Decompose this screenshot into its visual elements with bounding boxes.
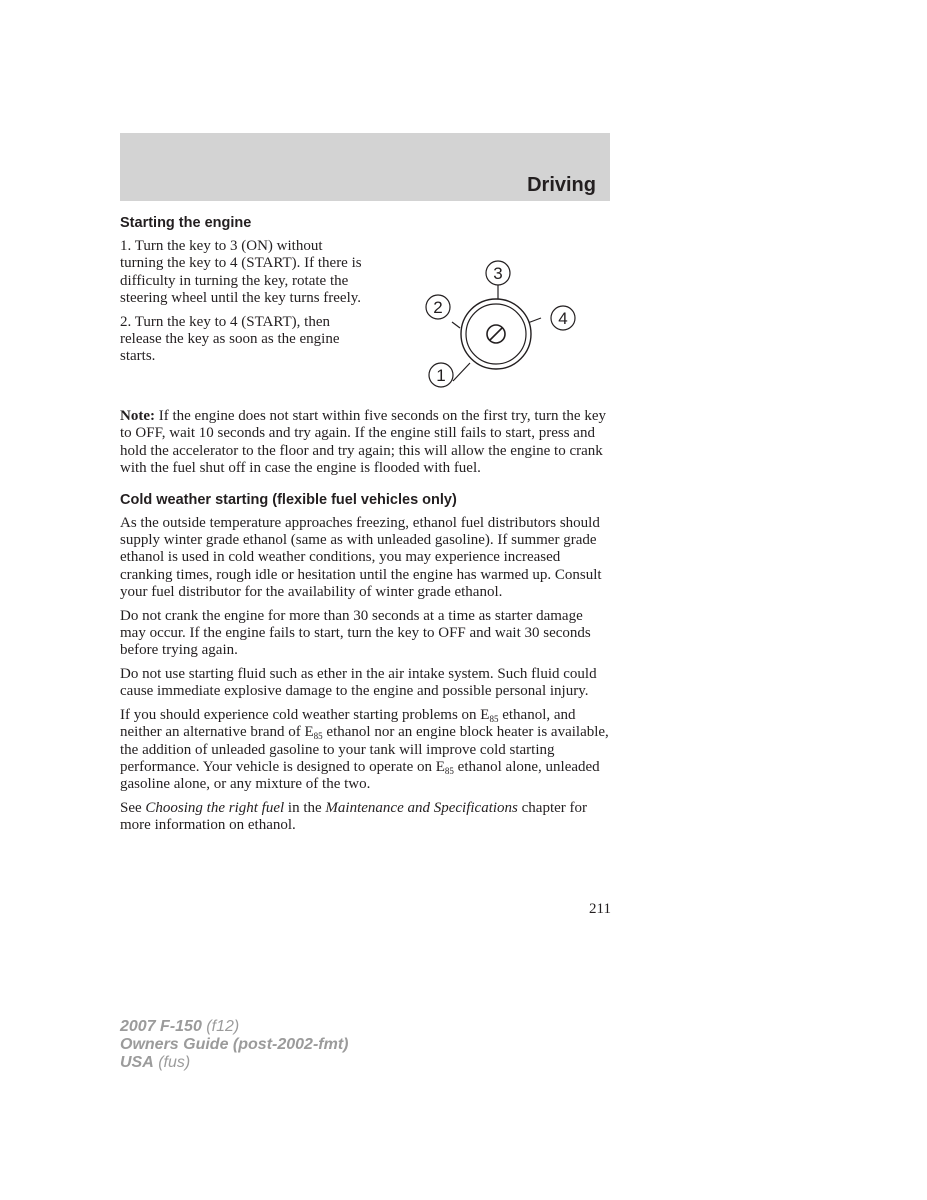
cold-weather-section <box>120 490 612 835</box>
note-text: If the engine does not start within five seconds on the first try, turn the key to OFF, wait 10 seconds and try again. If the engine still fails to start, press and hold the accelerator to the floor and try again; this will allow the engine to crank with the fuel shut off in case the engine is flooded with fuel. <box>120 408 606 477</box>
starting-steps <box>120 238 365 366</box>
cross-reference-chapter: Maintenance and Specifications <box>325 799 518 816</box>
footer-line-1: 2007 F-150 (f12) <box>120 1018 240 1035</box>
cold-paragraph-3: Do not use starting fluid such as ether in the air intake system. Such fluid could cause immediate explosive damage to the engine and possible personal injury. <box>120 665 597 700</box>
step-2: 2. Turn the key to 4 (START), then release the key as soon as the engine starts. <box>120 313 340 365</box>
starting-heading: Starting the engine <box>120 215 252 231</box>
cold-paragraph-5: See Choosing the right fuel in the Maintenance and Specifications chapter for more information on ethanol. <box>120 799 588 834</box>
position-1-label: 1 <box>436 366 446 385</box>
footer-line-3: USA (fus) <box>120 1054 191 1071</box>
ignition-position-labels <box>408 241 608 401</box>
footer-line-2: Owners Guide (post-2002-fmt) <box>120 1036 349 1053</box>
cold-paragraph-1: As the outside temperature approaches freezing, ethanol fuel distributors should supply winter grade ethanol (same as with unleaded gasoline). If summer grade ethanol is used in cold weather conditions, you may experience increased cranking times, rough idle or hesitation until the engine has warmed up. Consult your fuel distributor for the availability of winter grade ethanol. <box>120 514 602 601</box>
cold-weather-heading: Cold weather starting (flexible fuel vehicles only) <box>120 491 457 508</box>
position-4-label: 4 <box>558 309 568 328</box>
page-number: 211 <box>589 901 611 917</box>
note-paragraph <box>120 408 612 478</box>
step-1: 1. Turn the key to 3 (ON) without turning the key to 4 (START). If there is difficulty in turning the key, rotate the steering wheel until the key turns freely. <box>120 238 362 307</box>
position-3-label: 3 <box>493 264 503 283</box>
cross-reference-fuel: Choosing the right fuel <box>145 799 285 816</box>
cold-paragraph-2: Do not crank the engine for more than 30 seconds at a time as starter damage may occur. If the engine fails to start, turn the key to OFF and wait 30 seconds before trying again. <box>120 607 591 659</box>
chapter-header <box>120 133 610 201</box>
cold-paragraph-4: If you should experience cold weather starting problems on $E_{85}$ ethanol, and neither an alternative brand of $E_{85}$ ethanol nor an engine block heater is available, the addition of unleaded gasoline to your tank will improve cold starting performance. Your vehicle is designed to operate on $E_{85}$ ethanol alone, unleaded gasoline alone, or any mixture of the two. <box>120 706 609 793</box>
position-2-label: 2 <box>433 298 443 317</box>
note-label: Note: <box>120 408 155 424</box>
document-footer <box>120 1018 348 1072</box>
chapter-title: Driving <box>527 174 596 196</box>
